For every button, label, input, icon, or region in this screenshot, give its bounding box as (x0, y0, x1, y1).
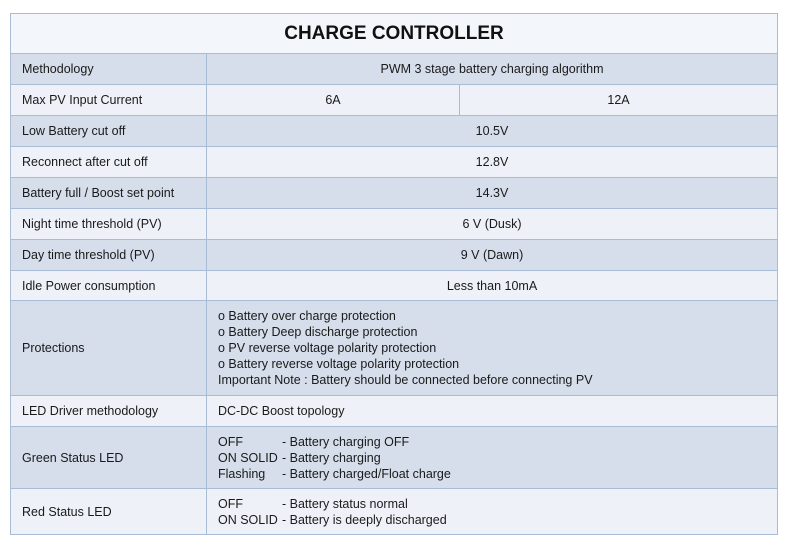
row-label: Day time threshold (PV) (11, 240, 207, 271)
row-value-6a: 6A (207, 85, 460, 116)
row-value: 12.8V (207, 147, 778, 178)
list-item: o PV reverse voltage polarity protection (218, 341, 437, 355)
table-title: CHARGE CONTROLLER (11, 14, 778, 54)
table-row-idle-power (11, 271, 778, 301)
row-label: Green Status LED (11, 427, 207, 489)
table-row-methodology (11, 54, 778, 85)
table-row-low-battery (11, 116, 778, 147)
table-row-red-led (11, 489, 778, 535)
list-item: o Battery reverse voltage polarity protection (218, 357, 460, 371)
row-value: DC-DC Boost topology (207, 396, 778, 427)
row-label: Low Battery cut off (11, 116, 207, 147)
list-item: Flashing - Battery charged/Float charge (218, 466, 451, 481)
red-led-states (207, 489, 778, 535)
list-item: OFF - Battery charging OFF (218, 434, 410, 449)
table-title-row (11, 14, 778, 54)
protections-list (207, 301, 778, 396)
charge-controller-table (10, 13, 778, 535)
row-value: 6 V (Dusk) (207, 209, 778, 240)
important-note: Important Note : Battery should be connected before connecting PV (218, 373, 593, 387)
row-label: Reconnect after cut off (11, 147, 207, 178)
row-label: Protections (11, 301, 207, 396)
table-row-reconnect (11, 147, 778, 178)
list-item: ON SOLID - Battery is deeply discharged (218, 512, 447, 527)
table-row-night-threshold (11, 209, 778, 240)
green-led-states (207, 427, 778, 489)
row-label: Battery full / Boost set point (11, 178, 207, 209)
table-row-boost-set-point (11, 178, 778, 209)
list-item: OFF - Battery status normal (218, 496, 408, 511)
row-label: LED Driver methodology (11, 396, 207, 427)
spec-sheet (10, 13, 777, 535)
row-value: 14.3V (207, 178, 778, 209)
row-value: 9 V (Dawn) (207, 240, 778, 271)
table-row-led-driver (11, 396, 778, 427)
row-value: 10.5V (207, 116, 778, 147)
row-label: Night time threshold (PV) (11, 209, 207, 240)
row-value-12a: 12A (460, 85, 778, 116)
row-label: Red Status LED (11, 489, 207, 535)
table-row-protections (11, 301, 778, 396)
table-row-green-led (11, 427, 778, 489)
table-row-day-threshold (11, 240, 778, 271)
row-value: PWM 3 stage battery charging algorithm (207, 54, 778, 85)
row-label: Max PV Input Current (11, 85, 207, 116)
row-label: Idle Power consumption (11, 271, 207, 301)
list-item: o Battery over charge protection (218, 309, 396, 323)
row-label: Methodology (11, 54, 207, 85)
table-row-max-pv-current (11, 85, 778, 116)
row-value: Less than 10mA (207, 271, 778, 301)
list-item: ON SOLID - Battery charging (218, 450, 381, 465)
list-item: o Battery Deep discharge protection (218, 325, 418, 339)
